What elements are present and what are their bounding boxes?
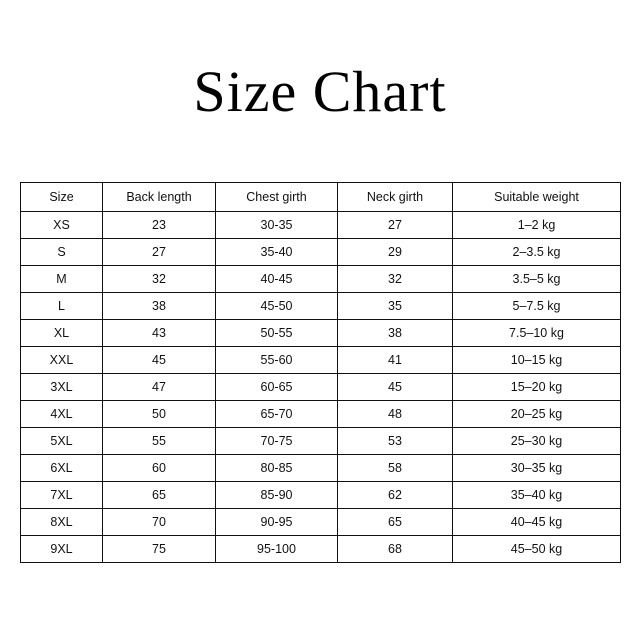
table-row	[21, 536, 621, 563]
cell-size: 3XL	[21, 374, 103, 401]
cell-size: M	[21, 266, 103, 293]
cell-neck-girth: 41	[338, 347, 453, 374]
cell-size: 8XL	[21, 509, 103, 536]
cell-chest-girth: 70-75	[216, 428, 338, 455]
cell-size: 5XL	[21, 428, 103, 455]
cell-chest-girth: 50-55	[216, 320, 338, 347]
cell-suitable-weight: 40–45 kg	[453, 509, 621, 536]
cell-suitable-weight: 1–2 kg	[453, 212, 621, 239]
cell-suitable-weight: 15–20 kg	[453, 374, 621, 401]
table-row	[21, 401, 621, 428]
size-chart-table-wrapper	[20, 182, 620, 563]
cell-suitable-weight: 20–25 kg	[453, 401, 621, 428]
cell-suitable-weight: 5–7.5 kg	[453, 293, 621, 320]
cell-size: 4XL	[21, 401, 103, 428]
cell-chest-girth: 55-60	[216, 347, 338, 374]
cell-size: XXL	[21, 347, 103, 374]
cell-suitable-weight: 3.5–5 kg	[453, 266, 621, 293]
cell-neck-girth: 68	[338, 536, 453, 563]
cell-chest-girth: 65-70	[216, 401, 338, 428]
cell-back-length: 70	[103, 509, 216, 536]
cell-neck-girth: 32	[338, 266, 453, 293]
cell-size: 9XL	[21, 536, 103, 563]
column-header-size: Size	[21, 183, 103, 212]
table-row	[21, 374, 621, 401]
cell-size: 6XL	[21, 455, 103, 482]
page-title: Size Chart	[193, 59, 447, 124]
cell-back-length: 75	[103, 536, 216, 563]
cell-back-length: 50	[103, 401, 216, 428]
cell-suitable-weight: 10–15 kg	[453, 347, 621, 374]
cell-size: XS	[21, 212, 103, 239]
cell-chest-girth: 95-100	[216, 536, 338, 563]
cell-suitable-weight: 35–40 kg	[453, 482, 621, 509]
cell-neck-girth: 45	[338, 374, 453, 401]
table-row	[21, 212, 621, 239]
cell-chest-girth: 85-90	[216, 482, 338, 509]
cell-neck-girth: 38	[338, 320, 453, 347]
cell-back-length: 23	[103, 212, 216, 239]
table-row	[21, 293, 621, 320]
table-row	[21, 428, 621, 455]
cell-chest-girth: 80-85	[216, 455, 338, 482]
cell-neck-girth: 29	[338, 239, 453, 266]
cell-chest-girth: 90-95	[216, 509, 338, 536]
table-header-row	[21, 183, 621, 212]
cell-suitable-weight: 2–3.5 kg	[453, 239, 621, 266]
cell-back-length: 45	[103, 347, 216, 374]
cell-size: XL	[21, 320, 103, 347]
table-row	[21, 239, 621, 266]
cell-back-length: 65	[103, 482, 216, 509]
cell-suitable-weight: 25–30 kg	[453, 428, 621, 455]
cell-size: L	[21, 293, 103, 320]
cell-neck-girth: 35	[338, 293, 453, 320]
table-row	[21, 320, 621, 347]
cell-suitable-weight: 45–50 kg	[453, 536, 621, 563]
cell-neck-girth: 48	[338, 401, 453, 428]
cell-suitable-weight: 30–35 kg	[453, 455, 621, 482]
table-row	[21, 347, 621, 374]
table-row	[21, 266, 621, 293]
cell-neck-girth: 53	[338, 428, 453, 455]
table-row	[21, 455, 621, 482]
cell-neck-girth: 62	[338, 482, 453, 509]
cell-neck-girth: 27	[338, 212, 453, 239]
table-row	[21, 509, 621, 536]
table-row	[21, 482, 621, 509]
cell-neck-girth: 65	[338, 509, 453, 536]
cell-chest-girth: 40-45	[216, 266, 338, 293]
cell-neck-girth: 58	[338, 455, 453, 482]
size-chart-table	[20, 182, 621, 563]
cell-chest-girth: 60-65	[216, 374, 338, 401]
table-body	[21, 212, 621, 563]
cell-chest-girth: 35-40	[216, 239, 338, 266]
column-header-chest-girth: Chest girth	[216, 183, 338, 212]
cell-back-length: 38	[103, 293, 216, 320]
cell-back-length: 55	[103, 428, 216, 455]
cell-back-length: 27	[103, 239, 216, 266]
cell-back-length: 32	[103, 266, 216, 293]
column-header-suitable-weight: Suitable weight	[453, 183, 621, 212]
cell-back-length: 47	[103, 374, 216, 401]
column-header-back-length: Back length	[103, 183, 216, 212]
cell-chest-girth: 45-50	[216, 293, 338, 320]
table-header	[21, 183, 621, 212]
column-header-neck-girth: Neck girth	[338, 183, 453, 212]
cell-size: S	[21, 239, 103, 266]
cell-suitable-weight: 7.5–10 kg	[453, 320, 621, 347]
cell-back-length: 60	[103, 455, 216, 482]
cell-chest-girth: 30-35	[216, 212, 338, 239]
cell-back-length: 43	[103, 320, 216, 347]
cell-size: 7XL	[21, 482, 103, 509]
